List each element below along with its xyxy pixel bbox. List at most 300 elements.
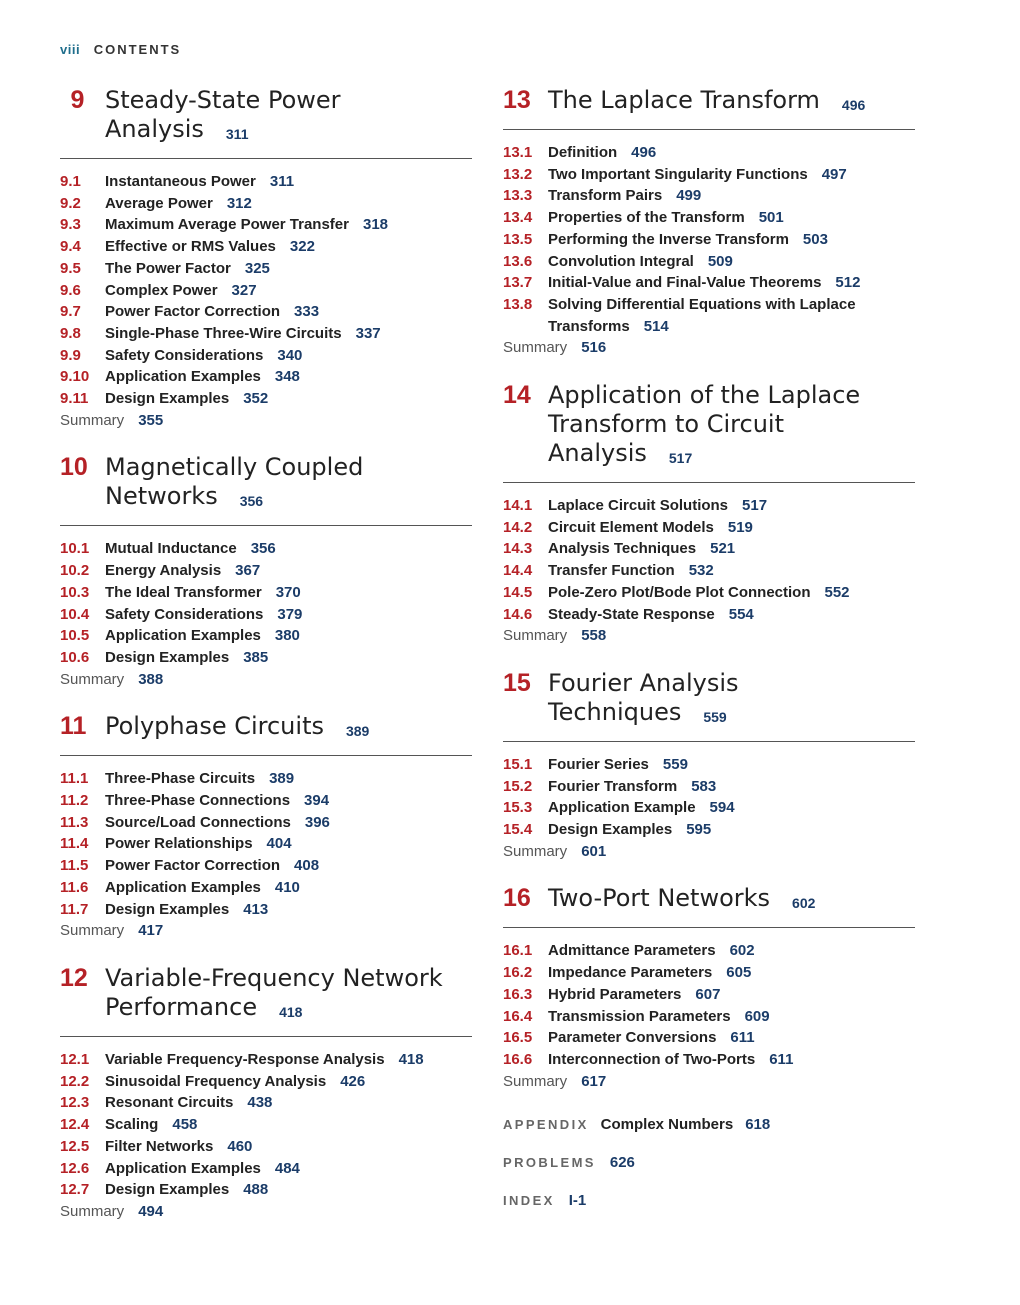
section-number: 16.6 [503, 1050, 533, 1068]
section-number: 9.4 [60, 238, 81, 256]
section-title-wrap [105, 1158, 300, 1180]
chapter-number: 9 [70, 86, 85, 114]
section-page-number: 404 [266, 835, 292, 853]
section-entry[interactable] [503, 164, 915, 186]
summary-entry[interactable] [60, 1201, 472, 1223]
section-page-number: 605 [726, 964, 752, 982]
chapter-page-number: 389 [345, 723, 370, 740]
section-title: Fourier Series [548, 755, 649, 773]
section-number: 13.3 [503, 187, 533, 205]
section-title-wrap [105, 582, 301, 604]
chapter-entry [60, 453, 472, 690]
section-entry[interactable] [60, 899, 472, 921]
section-number: 9.2 [60, 194, 81, 212]
back-matter-title: Complex Numbers [600, 1116, 734, 1134]
section-entry[interactable] [503, 582, 915, 604]
section-title-wrap [548, 1027, 755, 1049]
section-page-number: 418 [398, 1050, 424, 1068]
back-matter [503, 1114, 915, 1211]
section-title-wrap [105, 280, 257, 302]
chapter-title-line: Networks [105, 482, 218, 511]
chapter-page-number: 356 [239, 493, 264, 510]
section-entry[interactable] [60, 812, 472, 834]
chapter-heading[interactable] [503, 86, 915, 130]
section-number: 14.1 [503, 497, 533, 515]
section-page-number: 460 [227, 1137, 253, 1155]
summary-page-number: 355 [138, 411, 164, 429]
section-number: 15.3 [503, 799, 533, 817]
section-entry[interactable] [60, 1179, 472, 1201]
section-entry[interactable] [60, 366, 472, 388]
section-entry[interactable] [503, 272, 915, 294]
chapter-entry [60, 86, 472, 431]
section-page-number: 496 [631, 144, 657, 161]
section-number: 14.2 [503, 518, 533, 536]
summary-page-number: 601 [581, 842, 607, 860]
section-page-number: 333 [294, 303, 320, 321]
section-page-number: 385 [243, 648, 269, 666]
chapter-title [105, 86, 472, 149]
section-page-number: 509 [707, 252, 733, 270]
section-entry[interactable] [503, 538, 915, 560]
chapter-title-line: Polyphase Circuits [105, 712, 324, 741]
section-number: 10.3 [60, 583, 90, 601]
section-entry[interactable] [60, 280, 472, 302]
section-number: 13.7 [503, 274, 533, 292]
section-page-number: 311 [269, 173, 295, 190]
section-number: 14.5 [503, 583, 533, 601]
chapter-number: 13 [503, 86, 531, 114]
chapter-page-number: 602 [792, 895, 816, 912]
section-entry[interactable] [60, 171, 472, 193]
section-entry[interactable] [503, 1049, 915, 1071]
section-title-wrap [548, 962, 751, 984]
section-page-number: 609 [744, 1007, 770, 1025]
section-entry[interactable] [60, 1136, 472, 1158]
section-entry[interactable] [60, 833, 472, 855]
section-number: 9.6 [60, 281, 81, 299]
back-matter-entry[interactable] [503, 1152, 915, 1173]
section-entry[interactable] [503, 754, 915, 776]
chapter-title [548, 86, 865, 120]
section-number: 12.7 [60, 1181, 90, 1199]
section-entry[interactable] [503, 251, 915, 273]
chapter-title [105, 453, 363, 516]
section-title: Analysis Techniques [548, 540, 697, 558]
section-number: 9.1 [60, 173, 81, 190]
back-matter-label: INDEX [503, 1193, 555, 1209]
section-title-wrap [105, 790, 329, 812]
section-entry[interactable] [503, 185, 915, 207]
section-entry[interactable] [60, 582, 472, 604]
section-number: 11.3 [60, 813, 89, 831]
section-entry[interactable] [60, 345, 472, 367]
section-page-number: 394 [304, 792, 330, 810]
section-title: Transmission Parameters [548, 1007, 731, 1025]
section-title-wrap [105, 236, 315, 258]
section-entry[interactable] [503, 560, 915, 582]
section-page-number: 396 [304, 813, 330, 831]
section-title-wrap [548, 251, 733, 273]
chapter-heading[interactable] [503, 669, 915, 742]
section-title-wrap [105, 812, 330, 834]
section-number: 9.9 [60, 346, 81, 364]
chapter-title [548, 669, 915, 732]
section-entry[interactable] [503, 207, 915, 229]
chapter-heading[interactable] [60, 712, 472, 756]
section-title-wrap [548, 582, 850, 604]
section-title: Parameter Conversions [548, 1029, 717, 1047]
section-title-wrap [548, 1006, 770, 1028]
chapter-heading[interactable] [60, 964, 472, 1037]
back-matter-page-number: 618 [745, 1116, 771, 1134]
running-head [60, 42, 181, 57]
chapter-number: 15 [503, 668, 531, 697]
section-title-wrap [548, 272, 860, 294]
summary-page-number: 558 [581, 627, 607, 645]
section-number: 14.3 [503, 540, 533, 558]
section-title-wrap [548, 495, 767, 517]
section-title-wrap [548, 940, 755, 962]
section-title: Design Examples [105, 900, 230, 918]
chapter-entry [503, 884, 915, 1092]
section-title: Safety Considerations [105, 605, 264, 623]
section-page-number: 426 [340, 1072, 366, 1090]
section-title-wrap [105, 768, 294, 790]
chapter-number: 14 [503, 381, 531, 410]
section-title: Source/Load Connections [105, 813, 291, 831]
section-title: Power Relationships [105, 835, 253, 853]
section-title-wrap [105, 604, 302, 626]
section-entry[interactable] [60, 236, 472, 258]
section-page-number: 559 [662, 755, 688, 773]
section-number: 10.1 [60, 540, 90, 558]
section-entry[interactable] [503, 819, 915, 841]
section-title: Application Example [548, 799, 696, 817]
section-entry[interactable] [503, 797, 915, 819]
section-title: Design Examples [548, 821, 673, 839]
chapter-page-number: 517 [668, 450, 693, 467]
section-page-number: 484 [274, 1159, 300, 1177]
summary-page-number: 516 [581, 339, 607, 357]
summary-label: Summary [60, 670, 125, 688]
chapter-title-line: Performance [105, 992, 258, 1021]
section-entry[interactable] [60, 214, 472, 236]
back-matter-page-number: I-1 [568, 1192, 587, 1210]
section-number: 13.5 [503, 230, 533, 248]
running-head-label: CONTENTS [93, 42, 182, 57]
summary-label: Summary [503, 1072, 568, 1090]
section-title-wrap [105, 625, 300, 647]
section-entry[interactable] [60, 1049, 472, 1071]
section-page-number: 583 [691, 777, 717, 795]
summary-entry[interactable] [60, 920, 472, 942]
section-title-wrap [105, 214, 388, 236]
back-matter-page-number: 626 [609, 1154, 635, 1172]
section-entry[interactable] [503, 604, 915, 626]
section-number: 14.6 [503, 605, 533, 623]
section-number: 10.4 [60, 605, 90, 623]
section-title-wrap [548, 1049, 793, 1071]
summary-page-number: 388 [138, 670, 164, 688]
section-page-number: 348 [274, 368, 300, 386]
summary-entry[interactable] [60, 410, 472, 432]
section-page-number: 501 [758, 209, 784, 227]
section-entry[interactable] [503, 984, 915, 1006]
section-page-number: 594 [709, 799, 735, 817]
section-entry[interactable] [60, 538, 472, 560]
back-matter-entry[interactable] [503, 1190, 915, 1211]
section-page-number: 521 [710, 540, 736, 558]
chapter-heading[interactable] [503, 884, 915, 928]
section-title-wrap [548, 142, 656, 164]
section-entry[interactable] [503, 1006, 915, 1028]
section-entry[interactable] [503, 962, 915, 984]
section-title-wrap [548, 776, 716, 798]
section-number: 16.3 [503, 985, 533, 1003]
section-page-number: 380 [274, 627, 300, 645]
section-number: 13.8 [503, 295, 533, 313]
section-title: Design Examples [105, 390, 230, 408]
summary-entry[interactable] [503, 337, 915, 359]
section-title: Interconnection of Two-Ports [548, 1050, 756, 1068]
summary-label: Summary [503, 842, 568, 860]
section-title-wrap [105, 388, 268, 410]
section-entry[interactable] [60, 877, 472, 899]
section-title: Single-Phase Three-Wire Circuits [105, 324, 342, 342]
section-page-number: 607 [695, 985, 721, 1003]
section-title-wrap [105, 538, 276, 560]
section-number: 9.5 [60, 259, 81, 277]
section-entry[interactable] [60, 323, 472, 345]
section-entry[interactable] [60, 647, 472, 669]
section-title-wrap [105, 877, 300, 899]
section-page-number: 499 [676, 187, 702, 205]
section-title-wrap [105, 833, 292, 855]
summary-entry[interactable] [503, 1071, 915, 1093]
section-number: 13.1 [503, 144, 533, 161]
section-title: Safety Considerations [105, 346, 264, 364]
section-number: 10.5 [60, 627, 90, 645]
section-title: Complex Power [105, 281, 218, 299]
section-title: Average Power [105, 194, 213, 212]
section-entry[interactable] [60, 258, 472, 280]
section-title: Steady-State Response [548, 605, 715, 623]
section-title: Transform Pairs [548, 187, 663, 205]
section-number: 12.1 [60, 1050, 90, 1068]
chapter-title-line: The Laplace Transform [548, 86, 820, 114]
section-entry[interactable] [503, 1027, 915, 1049]
section-page-number: 327 [231, 281, 257, 299]
chapter-page-number: 496 [841, 97, 866, 113]
back-matter-label: APPENDIX [503, 1117, 589, 1133]
section-page-number: 602 [729, 942, 755, 960]
page-folio: viii [60, 42, 81, 57]
section-number: 11.6 [60, 878, 89, 896]
summary-page-number: 417 [138, 922, 164, 940]
chapter-number: 11 [60, 712, 87, 741]
section-entry[interactable] [60, 1071, 472, 1093]
section-title-wrap [548, 229, 828, 251]
section-entry[interactable] [503, 495, 915, 517]
section-number: 13.4 [503, 209, 533, 227]
section-title-wrap [105, 1049, 424, 1071]
section-title-wrap [105, 1136, 252, 1158]
section-page-number: 370 [275, 583, 301, 601]
section-title: Solving Differential Equations with Laplace Transforms [548, 295, 856, 335]
section-page-number: 413 [243, 900, 269, 918]
section-page-number: 352 [243, 390, 269, 408]
chapter-number: 16 [503, 884, 531, 913]
section-page-number: 318 [362, 216, 389, 234]
section-title: Definition [548, 144, 618, 161]
section-number: 14.4 [503, 562, 533, 580]
section-page-number: 552 [824, 583, 850, 601]
section-entry[interactable] [60, 1158, 472, 1180]
section-title-wrap [105, 560, 260, 582]
section-title: Design Examples [105, 1181, 230, 1199]
section-title: Resonant Circuits [105, 1094, 234, 1112]
section-entry[interactable] [503, 142, 915, 164]
section-page-number: 389 [269, 770, 295, 788]
section-entry[interactable] [60, 625, 472, 647]
section-entry[interactable] [60, 790, 472, 812]
section-title: Design Examples [105, 648, 230, 666]
section-title-wrap [548, 754, 688, 776]
section-entry[interactable] [60, 604, 472, 626]
section-title-wrap [105, 647, 268, 669]
section-title-wrap [548, 819, 711, 841]
section-number: 12.5 [60, 1137, 90, 1155]
chapter-heading[interactable] [60, 453, 472, 526]
section-title-wrap [105, 1179, 268, 1201]
section-title: Performing the Inverse Transform [548, 230, 789, 248]
section-page-number: 519 [727, 518, 753, 536]
section-number: 16.1 [503, 942, 533, 960]
section-title: Three-Phase Connections [105, 792, 291, 810]
summary-entry[interactable] [503, 841, 915, 863]
back-matter-entry[interactable] [503, 1114, 915, 1135]
section-title-wrap [105, 171, 294, 193]
summary-entry[interactable] [60, 669, 472, 691]
section-title: Three-Phase Circuits [105, 770, 256, 788]
section-number: 10.6 [60, 648, 90, 666]
section-number: 13.6 [503, 252, 533, 270]
chapter-title [548, 884, 815, 918]
section-page-number: 367 [235, 562, 261, 580]
section-entry[interactable] [503, 229, 915, 251]
section-title: Sinusoidal Frequency Analysis [105, 1072, 327, 1090]
section-title: Effective or RMS Values [105, 238, 276, 256]
section-page-number: 312 [226, 194, 252, 212]
section-entry[interactable] [60, 768, 472, 790]
section-title: Filter Networks [105, 1137, 214, 1155]
section-number: 11.1 [60, 770, 89, 788]
section-title: Impedance Parameters [548, 964, 713, 982]
section-entry[interactable] [60, 855, 472, 877]
chapter-title [105, 712, 369, 746]
section-page-number: 438 [247, 1094, 273, 1112]
summary-entry[interactable] [503, 625, 915, 647]
section-entry[interactable] [503, 294, 915, 337]
summary-label: Summary [60, 922, 125, 940]
section-number: 12.4 [60, 1116, 90, 1134]
section-title: Power Factor Correction [105, 857, 281, 875]
section-page-number: 532 [688, 562, 714, 580]
section-page-number: 325 [244, 259, 270, 277]
section-number: 9.3 [60, 216, 81, 234]
section-entry[interactable] [503, 940, 915, 962]
section-number: 11.2 [60, 792, 89, 810]
section-entry[interactable] [60, 1092, 472, 1114]
section-entry[interactable] [503, 517, 915, 539]
section-page-number: 379 [277, 605, 303, 623]
section-title-wrap [548, 294, 915, 337]
chapter-entry [60, 712, 472, 942]
section-entry[interactable] [60, 301, 472, 323]
chapter-title-line: Fourier Analysis Techniques [548, 668, 739, 726]
chapter-page-number: 418 [279, 1003, 303, 1020]
section-entry[interactable] [60, 1114, 472, 1136]
section-entry[interactable] [60, 560, 472, 582]
section-title: Mutual Inductance [105, 540, 237, 558]
section-title-wrap [548, 984, 720, 1006]
section-title: Fourier Transform [548, 777, 678, 795]
section-page-number: 410 [274, 878, 300, 896]
section-entry[interactable] [60, 193, 472, 215]
section-title: Transfer Function [548, 562, 675, 580]
section-page-number: 497 [821, 165, 847, 183]
section-number: 12.2 [60, 1072, 90, 1090]
summary-label: Summary [503, 339, 568, 357]
chapter-heading[interactable] [503, 381, 915, 483]
section-title: Scaling [105, 1116, 159, 1134]
section-page-number: 488 [243, 1181, 269, 1199]
section-page-number: 512 [835, 274, 861, 292]
section-title: Maximum Average Power Transfer [105, 216, 349, 234]
chapter-page-number: 559 [703, 708, 727, 725]
section-page-number: 322 [289, 238, 315, 256]
section-title: Hybrid Parameters [548, 985, 682, 1003]
chapter-heading[interactable] [60, 86, 472, 159]
section-title: Convolution Integral [548, 252, 694, 270]
summary-label: Summary [60, 411, 125, 429]
chapter-title-line: Magnetically Coupled [105, 453, 364, 482]
chapter-number: 12 [60, 963, 88, 992]
section-entry[interactable] [503, 776, 915, 798]
section-title-wrap [548, 604, 754, 626]
summary-page-number: 617 [581, 1072, 607, 1090]
section-title-wrap [105, 1092, 272, 1114]
section-page-number: 337 [355, 324, 381, 342]
chapter-entry [503, 86, 915, 359]
section-page-number: 595 [686, 821, 712, 839]
section-title-wrap [548, 797, 735, 819]
section-title-wrap [548, 185, 701, 207]
section-title-wrap [548, 517, 753, 539]
section-title-wrap [548, 538, 735, 560]
section-number: 9.7 [60, 303, 81, 321]
section-title: Initial-Value and Final-Value Theorems [548, 274, 822, 292]
section-page-number: 356 [250, 540, 276, 558]
toc-left-column [60, 86, 472, 1245]
chapter-title-line: Application of the Laplace [548, 381, 861, 410]
chapter-number: 10 [60, 453, 88, 482]
toc-right-column [503, 86, 915, 1228]
section-title-wrap [548, 207, 784, 229]
section-page-number: 458 [172, 1116, 198, 1134]
section-entry[interactable] [60, 388, 472, 410]
